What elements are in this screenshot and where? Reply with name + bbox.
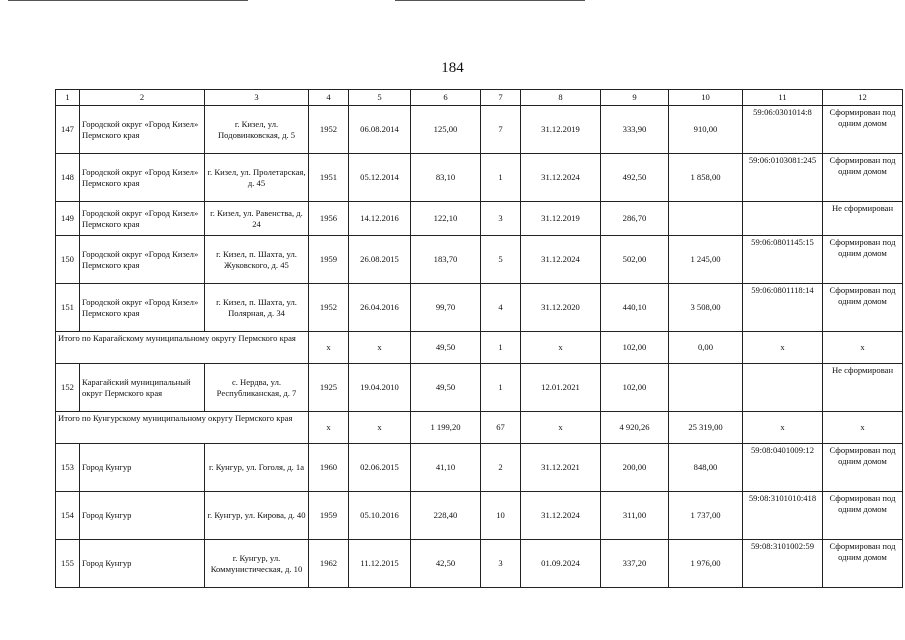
amount-cell: 502,00: [601, 236, 669, 284]
residents-cell: 3: [481, 540, 521, 588]
table-row: [56, 154, 903, 202]
row-number-cell: 154: [56, 492, 80, 540]
amount-cell: 102,00: [601, 364, 669, 412]
residents-cell: 67: [481, 412, 521, 444]
amount-cell: 333,90: [601, 106, 669, 154]
deadline-cell: 01.09.2024: [521, 540, 601, 588]
top-rule-right: [395, 0, 585, 1]
header-cell: 6: [411, 90, 481, 106]
address-cell: г. Кунгур, ул. Гоголя, д. 1а: [205, 444, 309, 492]
header-cell: 5: [349, 90, 411, 106]
area-cell: 125,00: [411, 106, 481, 154]
year-cell: 1962: [309, 540, 349, 588]
municipality-cell: Карагайский муниципальный округ Пермского края: [80, 364, 205, 412]
address-cell: г. Кунгур, ул. Коммунистическая, д. 10: [205, 540, 309, 588]
cadastral-cell: 59:06:0301014:8: [743, 106, 823, 154]
amount-cell: 286,70: [601, 202, 669, 236]
status-cell: Сформирован под одним домом: [823, 540, 903, 588]
address-cell: г. Кизел, п. Шахта, ул. Жуковского, д. 45: [205, 236, 309, 284]
date-cell: 06.08.2014: [349, 106, 411, 154]
amount-cell: 102,00: [601, 332, 669, 364]
total-label: Итого по Карагайскому муниципальному округу Пермского края: [56, 332, 309, 364]
date-cell: x: [349, 332, 411, 364]
row-number-cell: 149: [56, 202, 80, 236]
year-cell: 1925: [309, 364, 349, 412]
date-cell: 26.08.2015: [349, 236, 411, 284]
address-cell: г. Кизел, ул. Равенства, д. 24: [205, 202, 309, 236]
address-cell: г. Кунгур, ул. Кирова, д. 40: [205, 492, 309, 540]
header-cell: 12: [823, 90, 903, 106]
status-cell: Сформирован под одним домом: [823, 106, 903, 154]
area-cell: 122,10: [411, 202, 481, 236]
header-cell: 10: [669, 90, 743, 106]
address-cell: г. Кизел, ул. Подовинковская, д. 5: [205, 106, 309, 154]
cadastral-cell: 59:08:3101010:418: [743, 492, 823, 540]
year-cell: x: [309, 412, 349, 444]
row-number-cell: 151: [56, 284, 80, 332]
status-cell: Сформирован под одним домом: [823, 154, 903, 202]
row-number-cell: 147: [56, 106, 80, 154]
status-cell: x: [823, 332, 903, 364]
header-cell: 8: [521, 90, 601, 106]
cadastral-cell: x: [743, 412, 823, 444]
deadline-cell: 31.12.2020: [521, 284, 601, 332]
cadastral-cell: 59:08:0401009:12: [743, 444, 823, 492]
status-cell: Сформирован под одним домом: [823, 284, 903, 332]
area-cell: 49,50: [411, 332, 481, 364]
residents-cell: 7: [481, 106, 521, 154]
amount-cell: 1 976,00: [669, 540, 743, 588]
amount-cell: 200,00: [601, 444, 669, 492]
address-cell: г. Кизел, п. Шахта, ул. Полярная, д. 34: [205, 284, 309, 332]
amount-cell: 440,10: [601, 284, 669, 332]
amount-cell: 492,50: [601, 154, 669, 202]
table-row: [56, 540, 903, 588]
header-cell: 11: [743, 90, 823, 106]
cadastral-cell: x: [743, 332, 823, 364]
deadline-cell: 31.12.2021: [521, 444, 601, 492]
area-cell: 99,70: [411, 284, 481, 332]
status-cell: Не сформирован: [823, 202, 903, 236]
date-cell: 11.12.2015: [349, 540, 411, 588]
status-cell: Сформирован под одним домом: [823, 236, 903, 284]
year-cell: 1951: [309, 154, 349, 202]
deadline-cell: 31.12.2024: [521, 154, 601, 202]
page-number: 184: [441, 60, 464, 76]
residents-cell: 1: [481, 364, 521, 412]
data-table: [55, 89, 903, 588]
status-cell: x: [823, 412, 903, 444]
municipality-cell: Городской округ «Город Кизел» Пермского края: [80, 202, 205, 236]
header-cell: 2: [80, 90, 205, 106]
residents-cell: 10: [481, 492, 521, 540]
amount-cell: 3 508,00: [669, 284, 743, 332]
area-cell: 183,70: [411, 236, 481, 284]
area-cell: 83,10: [411, 154, 481, 202]
top-rule-left: [8, 0, 248, 1]
total-row: [56, 332, 903, 364]
deadline-cell: 12.01.2021: [521, 364, 601, 412]
header-cell: 9: [601, 90, 669, 106]
deadline-cell: 31.12.2019: [521, 106, 601, 154]
row-number-cell: 153: [56, 444, 80, 492]
table-body: [56, 90, 903, 588]
header-cell: 1: [56, 90, 80, 106]
amount-cell: 0,00: [669, 332, 743, 364]
municipality-cell: Городской округ «Город Кизел» Пермского края: [80, 236, 205, 284]
amount-cell: 848,00: [669, 444, 743, 492]
municipality-cell: Городской округ «Город Кизел» Пермского края: [80, 284, 205, 332]
amount-cell: 337,20: [601, 540, 669, 588]
area-cell: 1 199,20: [411, 412, 481, 444]
date-cell: 05.12.2014: [349, 154, 411, 202]
amount-cell: 910,00: [669, 106, 743, 154]
row-number-cell: 150: [56, 236, 80, 284]
table-row: [56, 202, 903, 236]
year-cell: 1952: [309, 284, 349, 332]
deadline-cell: x: [521, 332, 601, 364]
residents-cell: 5: [481, 236, 521, 284]
year-cell: 1959: [309, 236, 349, 284]
cadastral-cell: 59:06:0801118:14: [743, 284, 823, 332]
amount-cell: 311,00: [601, 492, 669, 540]
header-cell: 3: [205, 90, 309, 106]
date-cell: 19.04.2010: [349, 364, 411, 412]
total-label: Итого по Кунгурскому муниципальному округу Пермского края: [56, 412, 309, 444]
header-cell: 4: [309, 90, 349, 106]
status-cell: Не сформирован: [823, 364, 903, 412]
residents-cell: 1: [481, 154, 521, 202]
amount-cell: 4 920,26: [601, 412, 669, 444]
cadastral-cell: 59:06:0103081:245: [743, 154, 823, 202]
deadline-cell: 31.12.2019: [521, 202, 601, 236]
address-cell: с. Нердва, ул. Республиканская, д. 7: [205, 364, 309, 412]
residents-cell: 4: [481, 284, 521, 332]
row-number-cell: 148: [56, 154, 80, 202]
residents-cell: 2: [481, 444, 521, 492]
table-row: [56, 492, 903, 540]
cadastral-cell: [743, 202, 823, 236]
year-cell: 1960: [309, 444, 349, 492]
date-cell: 05.10.2016: [349, 492, 411, 540]
cadastral-cell: [743, 364, 823, 412]
amount-cell: [669, 202, 743, 236]
residents-cell: 3: [481, 202, 521, 236]
municipality-cell: Город Кунгур: [80, 540, 205, 588]
residents-cell: 1: [481, 332, 521, 364]
table-row: [56, 284, 903, 332]
table-row: [56, 236, 903, 284]
municipality-cell: Город Кунгур: [80, 492, 205, 540]
cadastral-cell: 59:06:0801145:15: [743, 236, 823, 284]
status-cell: Сформирован под одним домом: [823, 444, 903, 492]
amount-cell: 1 737,00: [669, 492, 743, 540]
municipality-cell: Городской округ «Город Кизел» Пермского края: [80, 154, 205, 202]
row-number-cell: 155: [56, 540, 80, 588]
year-cell: 1959: [309, 492, 349, 540]
area-cell: 41,10: [411, 444, 481, 492]
deadline-cell: 31.12.2024: [521, 492, 601, 540]
amount-cell: 1 245,00: [669, 236, 743, 284]
amount-cell: [669, 364, 743, 412]
area-cell: 49,50: [411, 364, 481, 412]
total-row: [56, 412, 903, 444]
status-cell: Сформирован под одним домом: [823, 492, 903, 540]
deadline-cell: x: [521, 412, 601, 444]
header-cell: 7: [481, 90, 521, 106]
address-cell: г. Кизел, ул. Пролетарская, д. 45: [205, 154, 309, 202]
cadastral-cell: 59:08:3101002:59: [743, 540, 823, 588]
header-row: [56, 90, 903, 106]
date-cell: 02.06.2015: [349, 444, 411, 492]
date-cell: 14.12.2016: [349, 202, 411, 236]
amount-cell: 1 858,00: [669, 154, 743, 202]
table-row: [56, 444, 903, 492]
year-cell: x: [309, 332, 349, 364]
municipality-cell: Город Кунгур: [80, 444, 205, 492]
date-cell: 26.04.2016: [349, 284, 411, 332]
year-cell: 1956: [309, 202, 349, 236]
deadline-cell: 31.12.2024: [521, 236, 601, 284]
municipality-cell: Городской округ «Город Кизел» Пермского края: [80, 106, 205, 154]
amount-cell: 25 319,00: [669, 412, 743, 444]
table-row: [56, 364, 903, 412]
date-cell: x: [349, 412, 411, 444]
year-cell: 1952: [309, 106, 349, 154]
row-number-cell: 152: [56, 364, 80, 412]
table-row: [56, 106, 903, 154]
area-cell: 228,40: [411, 492, 481, 540]
area-cell: 42,50: [411, 540, 481, 588]
